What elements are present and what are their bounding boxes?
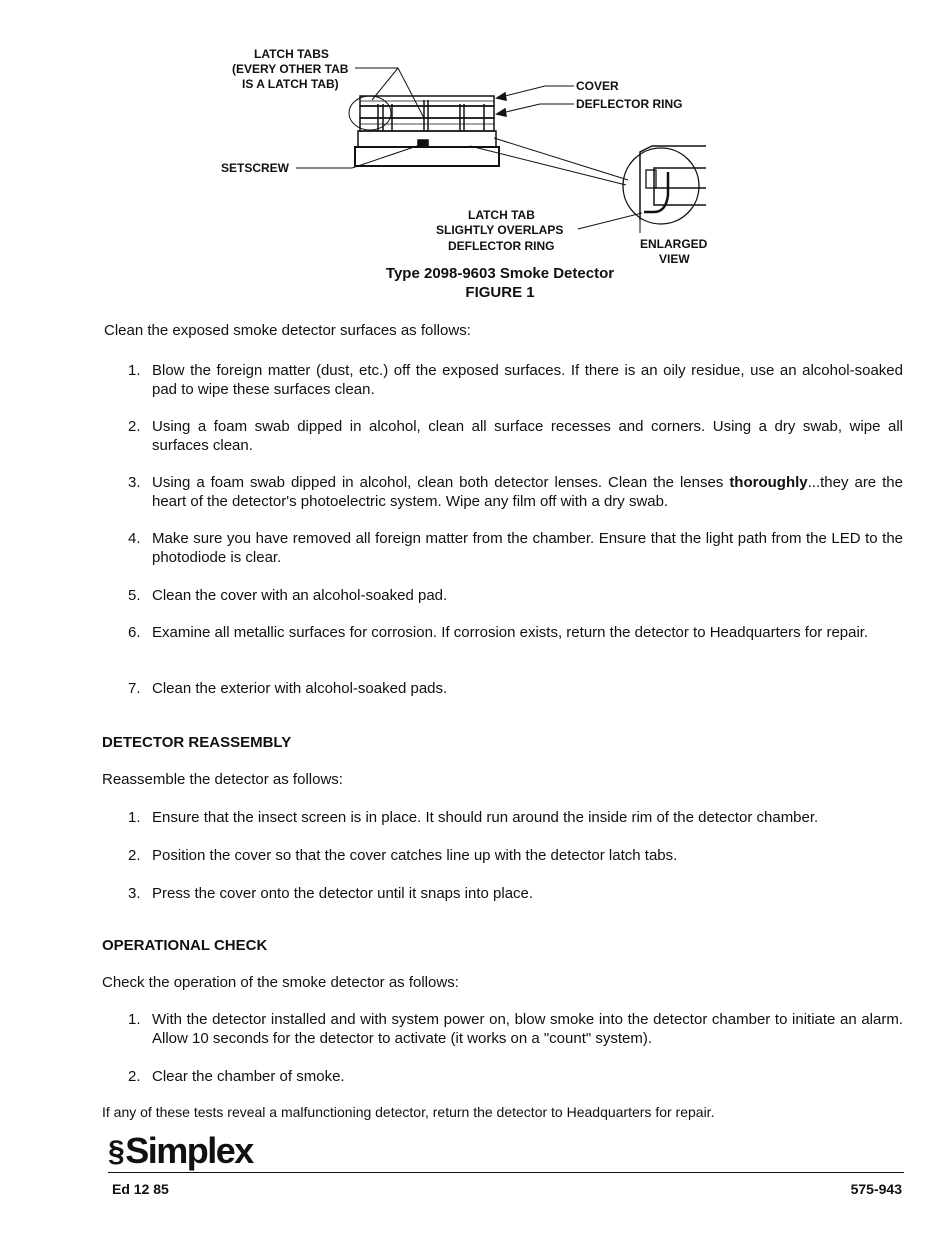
emphasis-thoroughly: thoroughly [729, 474, 808, 491]
operational-heading: OPERATIONAL CHECK [102, 937, 268, 954]
logo-text: Simplex [125, 1130, 253, 1171]
list-item [128, 529, 903, 567]
label-setscrew: SETSCREW [221, 161, 290, 175]
step-number: 3. [128, 474, 141, 491]
step-text: Using a foam swab dipped in alcohol, clean all surface recesses and corners. Using a dry swab, wipe all surfaces clean. [152, 418, 903, 454]
list-item [128, 846, 903, 865]
step-text-before: Using a foam swab dipped in alcohol, clean both detector lenses. Clean the lenses [152, 474, 730, 491]
step-number: 5. [128, 587, 141, 604]
step-text: With the detector installed and with system power on, blow smoke into the detector chamber to initiate an alarm. Allow 10 seconds for the detector to activate (it works on a "count" system). [152, 1011, 903, 1047]
label-every-other-tab: (EVERY OTHER TAB [232, 62, 349, 76]
figure-caption-number: FIGURE 1 [465, 284, 535, 301]
step-number: 7. [128, 680, 141, 697]
label-deflector-ring: DEFLECTOR RING [576, 97, 683, 111]
list-item [128, 623, 903, 642]
label-view: VIEW [659, 252, 690, 266]
list-item [128, 679, 903, 698]
list-item [128, 586, 903, 605]
label-latch-tab: LATCH TAB [468, 208, 535, 222]
label-latch-tabs: LATCH TABS [254, 47, 329, 61]
figure-caption-title: Type 2098-9603 Smoke Detector [385, 265, 615, 282]
step-number: 2. [128, 418, 141, 435]
step-text [152, 473, 903, 511]
list-item [128, 1067, 903, 1086]
simplex-mark-icon: § [108, 1135, 124, 1168]
list-item [128, 884, 903, 903]
step-text: Make sure you have removed all foreign matter from the chamber. Ensure that the light path from the LED to the photodiode is clear. [152, 530, 903, 566]
step-text: Clear the chamber of smoke. [152, 1068, 345, 1085]
label-enlarged: ENLARGED [640, 237, 708, 251]
step-text: Ensure that the insect screen is in place. It should run around the inside rim of the detector chamber. [152, 809, 819, 826]
label-is-a-latch-tab: IS A LATCH TAB) [242, 77, 339, 91]
cleaning-intro: Clean the exposed smoke detector surfaces as follows: [104, 322, 471, 339]
step-text: Clean the cover with an alcohol-soaked pad. [152, 587, 448, 604]
label-cover: COVER [576, 79, 619, 93]
step-number: 1. [128, 362, 141, 379]
label-deflector-ring-2: DEFLECTOR RING [448, 239, 555, 253]
figure-1 [0, 0, 950, 310]
step-number: 1. [128, 1011, 141, 1028]
step-number: 6. [128, 624, 141, 641]
step-number: 2. [128, 847, 141, 864]
edition-label: Ed 12 85 [112, 1181, 169, 1197]
operational-intro: Check the operation of the smoke detector as follows: [102, 974, 459, 991]
step-text: Blow the foreign matter (dust, etc.) off the exposed surfaces. If there is an oily residue, use an alcohol-soaked pad to wipe these surfaces clean. [152, 362, 903, 398]
step-number: 4. [128, 530, 141, 547]
list-item [128, 417, 903, 455]
list-item [128, 473, 903, 511]
step-text: Clean the exterior with alcohol-soaked pads. [152, 680, 448, 697]
step-text: Position the cover so that the cover catches line up with the detector latch tabs. [152, 847, 678, 864]
list-item [128, 1010, 903, 1048]
smoke-detector-diagram [0, 0, 950, 310]
footer-divider [108, 1172, 904, 1173]
simplex-logo [108, 1130, 253, 1172]
list-item [128, 808, 903, 827]
step-number: 3. [128, 885, 141, 902]
step-number: 1. [128, 809, 141, 826]
step-text: Examine all metallic surfaces for corrosion. If corrosion exists, return the detector to Headquarters for repair. [152, 624, 869, 641]
step-text: Press the cover onto the detector until it snaps into place. [152, 885, 534, 902]
step-text-after: ...they are the heart of the detector's photoelectric system. Wipe any film off with a dry swab. [152, 474, 903, 510]
closing-note: If any of these tests reveal a malfunctioning detector, return the detector to Headquarters for repair. [102, 1104, 715, 1120]
step-number: 2. [128, 1068, 141, 1085]
list-item [128, 361, 903, 399]
reassembly-intro: Reassemble the detector as follows: [102, 771, 343, 788]
document-number: 575-943 [850, 1181, 902, 1197]
label-slightly-overlaps: SLIGHTLY OVERLAPS [436, 223, 564, 237]
reassembly-heading: DETECTOR REASSEMBLY [102, 734, 292, 751]
